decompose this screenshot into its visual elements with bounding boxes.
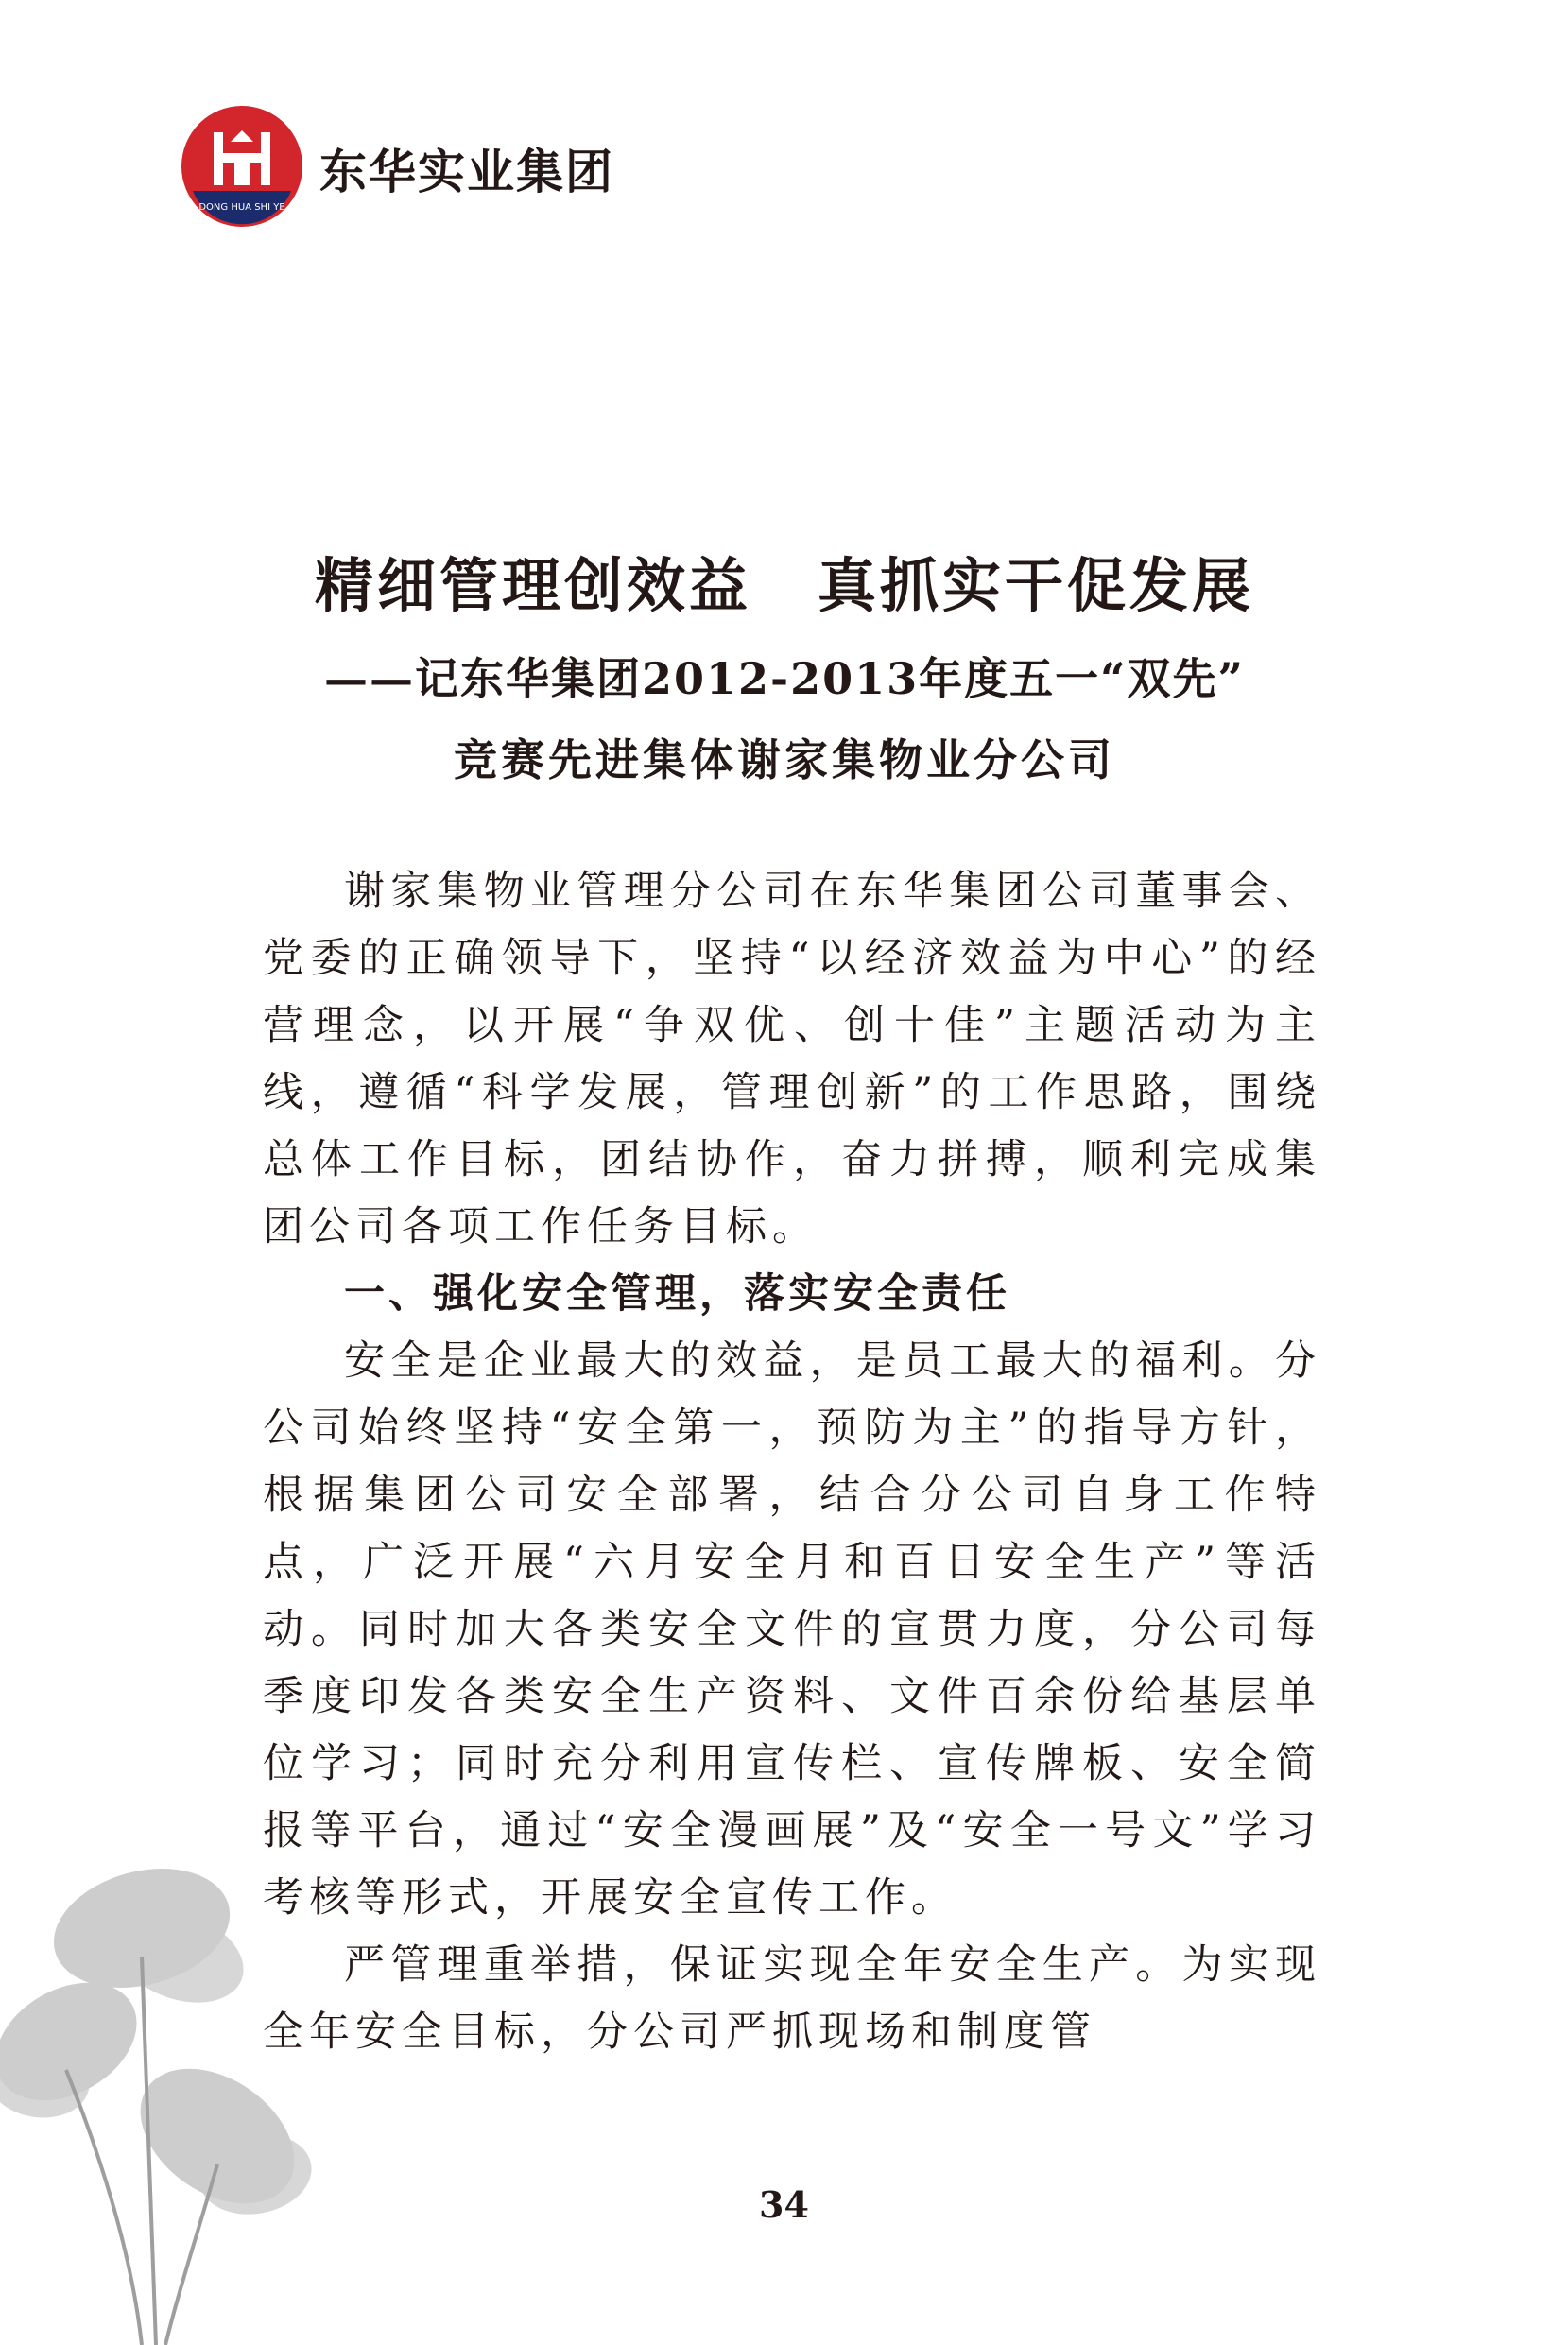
page-number: 34 — [759, 2183, 809, 2226]
title-part-1: 精细管理创效益 — [314, 551, 751, 620]
section-heading: 一、强化安全管理，落实安全责任 — [344, 1270, 1010, 1318]
header — [180, 104, 747, 236]
company-logo-icon — [180, 104, 304, 229]
subtitle-line-1: ——记东华集团2012-2013年度五一“双先” — [323, 653, 1246, 704]
paragraph: 谢家集物业管理分公司在东华集团公司董事会、党委的正确领导下，坚持“以经济效益为中心”的经营理念，以开展“争双优、创十佳”主题活动为主线，遵循“科学发展，管理创新”的工作思路，围绕总体工作目标，团结协作，奋力拼搏，顺利完成集团公司各项工作任务目标。 — [263, 868, 1321, 1250]
paragraph: 严管理重举措，保证实现全年安全生产。为实现全年安全目标，分公司严抓现场和制度管 — [263, 1941, 1321, 2056]
subtitle-line-2: 竞赛先进集体谢家集物业分公司 — [454, 734, 1115, 785]
brand-name: 东华实业集团 — [319, 145, 614, 199]
logo-text: DONG HUA SHI YE — [198, 202, 285, 213]
article-body — [263, 858, 1321, 2066]
decorative-flower-icon — [0, 1853, 321, 2345]
paragraph: 安全是企业最大的效益，是员工最大的福利。分公司始终坚持“安全第一，预防为主”的指导方针，根据集团公司安全部署，结合分公司自身工作特点，广泛开展“六月安全月和百日安全生产”等活动。同时加大各类安全文件的宣贯力度，分公司每季度印发各类安全生产资料、文件百余份给基层单位学习；同时充分利用宣传栏、宣传牌板、安全简报等平台，通过“安全漫画展”及“安全一号文”学习考核等形式，开展安全宣传工作。 — [263, 1337, 1321, 1922]
article-title — [255, 548, 1314, 624]
title-part-2: 真抓实干促发展 — [818, 551, 1255, 620]
article-title-block — [255, 548, 1314, 788]
